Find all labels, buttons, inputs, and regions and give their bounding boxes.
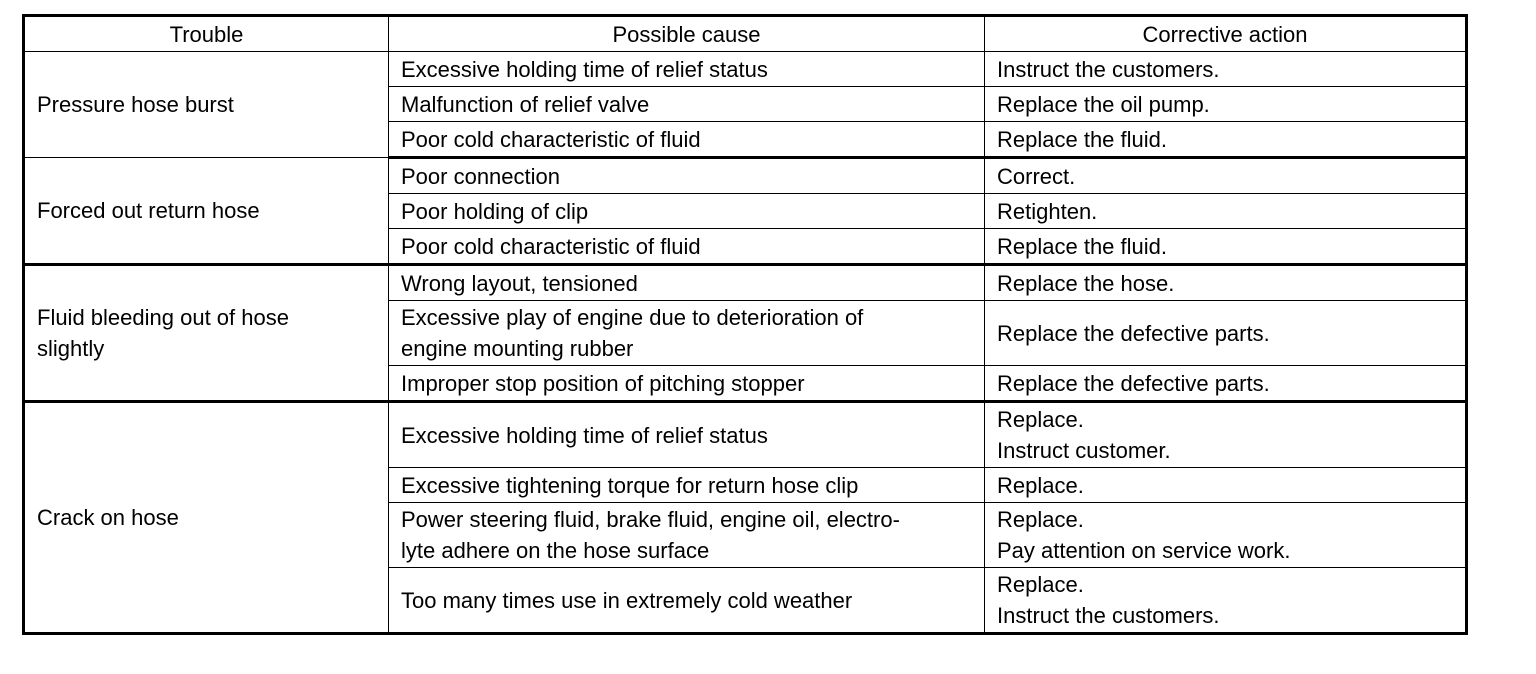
cause-cell bbox=[389, 158, 985, 194]
cause-cell bbox=[389, 301, 985, 366]
cause-text: Poor connection bbox=[401, 163, 560, 189]
action-text: Replace. bbox=[997, 472, 1084, 498]
cause-cell bbox=[389, 194, 985, 229]
trouble-cell bbox=[24, 402, 389, 634]
action-cell bbox=[985, 503, 1467, 568]
header-possible-cause: Possible cause bbox=[389, 16, 985, 52]
action-text: Replace the defective parts. bbox=[997, 370, 1270, 396]
action-text: Replace the fluid. bbox=[997, 233, 1167, 259]
trouble-text-line-2: slightly bbox=[37, 336, 105, 361]
cause-text: Excessive tightening torque for return hose clip bbox=[401, 472, 859, 498]
header-trouble: Trouble bbox=[24, 16, 389, 52]
cause-cell bbox=[389, 52, 985, 87]
cause-cell bbox=[389, 568, 985, 634]
action-text: Instruct the customers. bbox=[997, 56, 1220, 82]
action-text: Replace the fluid. bbox=[997, 126, 1167, 152]
table-row bbox=[24, 402, 1467, 468]
cause-text-line-2: engine mounting rubber bbox=[401, 336, 634, 361]
cause-text-line-1: Excessive play of engine due to deterioration of bbox=[401, 305, 864, 330]
action-cell bbox=[985, 87, 1467, 122]
table-row bbox=[24, 158, 1467, 194]
cause-cell bbox=[389, 87, 985, 122]
trouble-cell bbox=[24, 158, 389, 265]
action-cell bbox=[985, 52, 1467, 87]
cause-text: Improper stop position of pitching stopper bbox=[401, 370, 805, 396]
cause-cell bbox=[389, 229, 985, 265]
trouble-text: Forced out return hose bbox=[37, 198, 260, 223]
table-row bbox=[24, 52, 1467, 87]
trouble-cell bbox=[24, 265, 389, 402]
cause-cell bbox=[389, 468, 985, 503]
action-cell bbox=[985, 122, 1467, 158]
cause-text: Wrong layout, tensioned bbox=[401, 270, 638, 296]
trouble-text-line-1: Fluid bleeding out of hose bbox=[37, 305, 289, 330]
troubleshooting-table-container bbox=[22, 14, 1468, 635]
action-text-line-1: Replace. bbox=[997, 407, 1084, 432]
action-text-line-2: Instruct the customers. bbox=[997, 603, 1220, 628]
action-cell bbox=[985, 402, 1467, 468]
action-cell bbox=[985, 301, 1467, 366]
action-text-line-2: Instruct customer. bbox=[997, 438, 1171, 463]
table-row bbox=[24, 265, 1467, 301]
trouble-cell bbox=[24, 52, 389, 158]
action-cell bbox=[985, 468, 1467, 503]
action-text-line-1: Replace. bbox=[997, 507, 1084, 532]
cause-text-line-2: lyte adhere on the hose surface bbox=[401, 538, 710, 563]
trouble-text: Crack on hose bbox=[37, 505, 179, 530]
cause-text: Poor cold characteristic of fluid bbox=[401, 233, 701, 259]
action-cell bbox=[985, 229, 1467, 265]
cause-text-line-1: Power steering fluid, brake fluid, engine oil, electro- bbox=[401, 507, 900, 532]
action-text: Correct. bbox=[997, 163, 1076, 189]
cause-cell bbox=[389, 402, 985, 468]
action-cell bbox=[985, 194, 1467, 229]
cause-text: Poor cold characteristic of fluid bbox=[401, 126, 701, 152]
action-text-line-2: Pay attention on service work. bbox=[997, 538, 1291, 563]
cause-text: Excessive holding time of relief status bbox=[401, 56, 768, 82]
trouble-text: Pressure hose burst bbox=[37, 92, 234, 117]
action-cell bbox=[985, 366, 1467, 402]
cause-cell bbox=[389, 503, 985, 568]
action-text: Replace the oil pump. bbox=[997, 91, 1210, 117]
cause-cell bbox=[389, 122, 985, 158]
cause-cell bbox=[389, 265, 985, 301]
cause-text: Excessive holding time of relief status bbox=[401, 422, 768, 448]
header-row bbox=[24, 16, 1467, 52]
cause-text: Too many times use in extremely cold weather bbox=[401, 587, 853, 613]
action-text: Replace the hose. bbox=[997, 270, 1175, 296]
action-text-line-1: Replace. bbox=[997, 572, 1084, 597]
cause-cell bbox=[389, 366, 985, 402]
action-cell bbox=[985, 158, 1467, 194]
cause-text: Poor holding of clip bbox=[401, 198, 589, 224]
troubleshooting-table bbox=[22, 14, 1468, 635]
header-corrective-action: Corrective action bbox=[985, 16, 1467, 52]
action-text: Replace the defective parts. bbox=[997, 320, 1270, 346]
cause-text: Malfunction of relief valve bbox=[401, 91, 650, 117]
action-cell bbox=[985, 265, 1467, 301]
action-cell bbox=[985, 568, 1467, 634]
action-text: Retighten. bbox=[997, 198, 1098, 224]
